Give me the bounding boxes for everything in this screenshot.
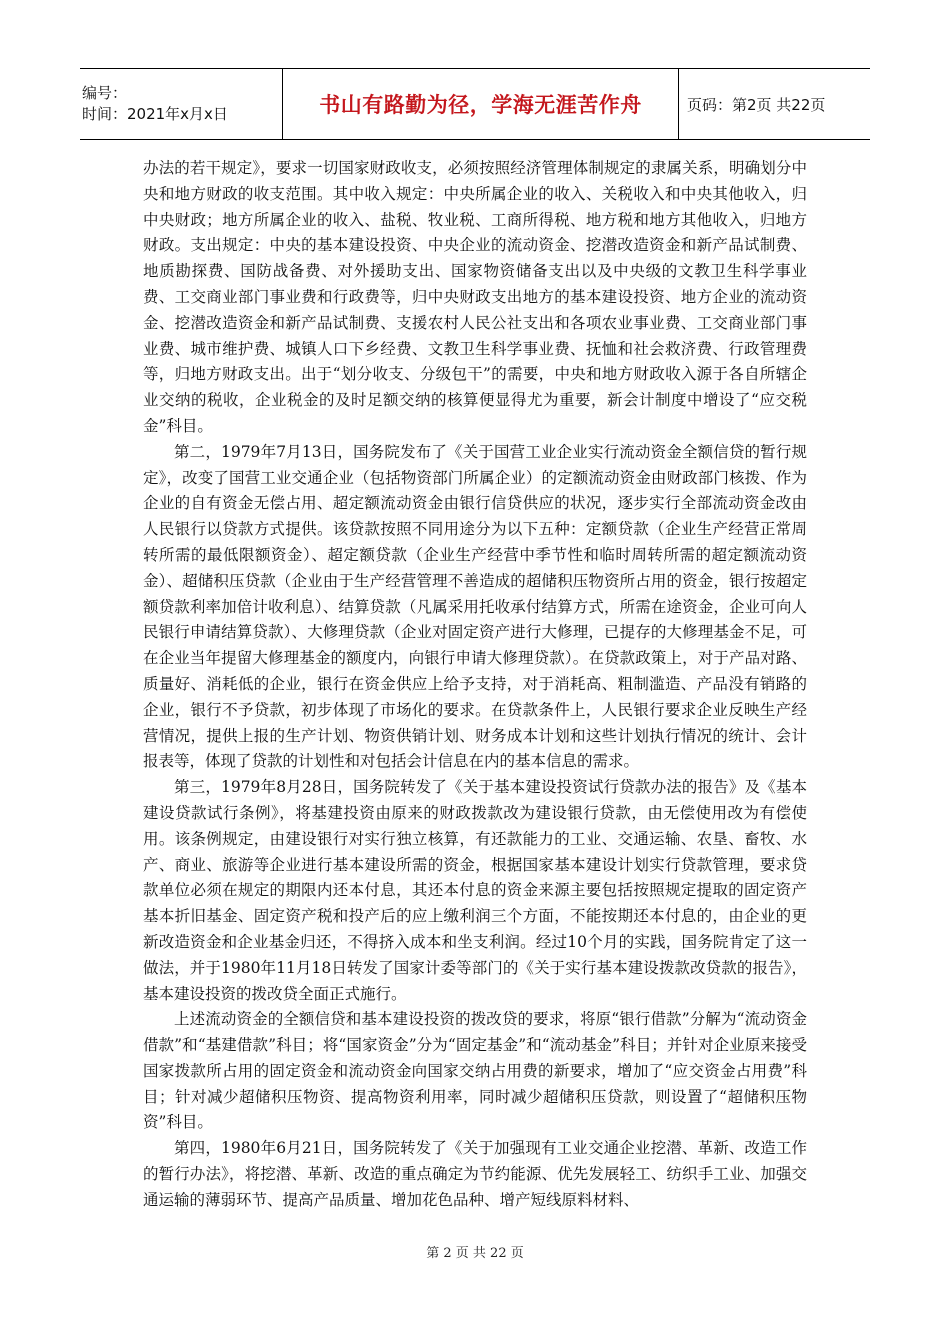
header-motto-cell — [283, 69, 679, 139]
paragraph: 办法的若干规定》，要求一切国家财政收支，必须按照经济管理体制规定的隶属关系，明确划分中央和地方财政的收支范围。其中收入规定：中央所属企业的收入、关税收入和中央其他收入，归中央财政；地方所属企业的收入、盐税、牧业税、工商所得税、地方税和地方其他收入，归地方财政。支出规定：中央的基本建设投资、中央企业的流动资金、挖潜改造资金和新产品试制费、地质勘探费、国防战备费、对外援助支出、国家物资储备支出以及中央级的文教卫生科学事业费、工交商业部门事业费和行政费等，归中央财政支出地方的基本建设投资、地方企业的流动资金、挖潜改造资金和新产品试制费、支援农村人民公社支出和各项农业事业费、工交商业部门事业费、城市维护费、城镇人口下乡经费、文教卫生科学事业费、抚恤和社会救济费、行政管理费等，归地方财政支出。出于“划分收支、分级包干”的需要，中央和地方财政收入源于各自所辖企业交纳的税收，企业税金的及时足额交纳的核算便显得尤为重要，新会计制度中增设了“应交税金”科目。 — [143, 159, 807, 435]
page-info: 页码：第2页 共22页 — [687, 95, 826, 114]
paragraph: 第三，1979年8月28日，国务院转发了《关于基本建设投资试行贷款办法的报告》及《基本建设贷款试行条例》，将基建投资由原来的财政拨款改为建设银行贷款，由无偿使用改为有偿使用。该条例规定，由建设银行对实行独立核算，有还款能力的工业、交通运输、农垦、畜牧、水产、商业、旅游等企业进行基本建设所需的资金，根据国家基本建设计划实行贷款管理，要求贷款单位必须在规定的期限内还本付息，其还本付息的资金来源主要包括按照规定提取的固定资产基本折旧基金、固定资产税和投产后的应上缴利润三个方面，不能按期还本付息的，由企业的更新改造资金和企业基金归还，不得挤入成本和坐支利润。经过10个月的实践，国务院肯定了这一做法，并于1980年11月18日转发了国家计委等部门的《关于实行基本建设拨款改贷款的报告》，基本建设投资的拨改贷全面正式施行。 — [143, 778, 807, 1003]
page-footer — [0, 1242, 950, 1261]
date-line: 时间：2021年x月x日 — [82, 105, 228, 123]
document-body — [143, 156, 807, 1214]
header-page-info-cell — [679, 69, 870, 139]
paragraph: 第二，1979年7月13日，国务院发布了《关于国营工业企业实行流动资金全额信贷的暂行规定》，改变了国营工业交通企业（包括物资部门所属企业）的定额流动资金由财政部门核拨、作为企业的自有资金无偿占用、超定额流动资金由银行信贷供应的状况，逐步实行全部流动资金改由人民银行以贷款方式提供。该贷款按照不同用途分为以下五种：定额贷款（企业生产经营正常周转所需的最低限额资金）、超定额贷款（企业生产经营中季节性和临时周转所需的超定额流动资金）、超储积压贷款（企业由于生产经营管理不善造成的超储积压物资所占用的资金，银行按超定额贷款利率加倍计收利息）、结算贷款（凡属采用托收承付结算方式，所需在途资金，企业可向人民银行申请结算贷款）、大修理贷款（企业对固定资产进行大修理，已提存的大修理基金不足，可在企业当年提留大修理基金的额度内，向银行申请大修理贷款）。在贷款政策上，对于产品对路、质量好、消耗低的企业，银行在资金供应上给予支持，对于消耗高、粗制滥造、产品没有销路的企业，银行不予贷款，初步体现了市场化的要求。在贷款条件上，人民银行要求企业反映生产经营情况，提供上报的生产计划、物资供销计划、财务成本计划和这些计划执行情况的统计、会计报表等，体现了贷款的计划性和对包括会计信息在内的基本信息的需求。 — [143, 442, 807, 771]
doc-number-label: 编号： — [82, 84, 128, 102]
paragraph: 上述流动资金的全额信贷和基本建设投资的拨改贷的要求，将原“银行借款”分解为“流动资金借款”和“基建借款”科目；将“国家资金”分为“固定基金”和“流动基金”科目；并针对企业原来接受国家拨款所占用的固定资金和流动资金向国家交纳占用费的新要求，增加了“应交资金占用费”科目；针对减少超储积压物资、提高物资利用率，同时减少超储积压贷款，则设置了“超储积压物资”科目。 — [143, 1010, 807, 1132]
page-header — [80, 68, 870, 140]
header-meta — [80, 69, 283, 139]
footer-page-number: 第 2 页 共 22 页 — [426, 1246, 524, 1261]
paragraph: 第四，1980年6月21日，国务院转发了《关于加强现有工业交通企业挖潜、革新、改造工作的暂行办法》，将挖潜、革新、改造的重点确定为节约能源、优先发展轻工、纺织手工业、加强交通运输的薄弱环节、提高产品质量、增加花色品种、增产短线原料材料、 — [143, 1139, 807, 1209]
motto: 书山有路勤为径，学海无涯苦作舟 — [319, 93, 642, 117]
